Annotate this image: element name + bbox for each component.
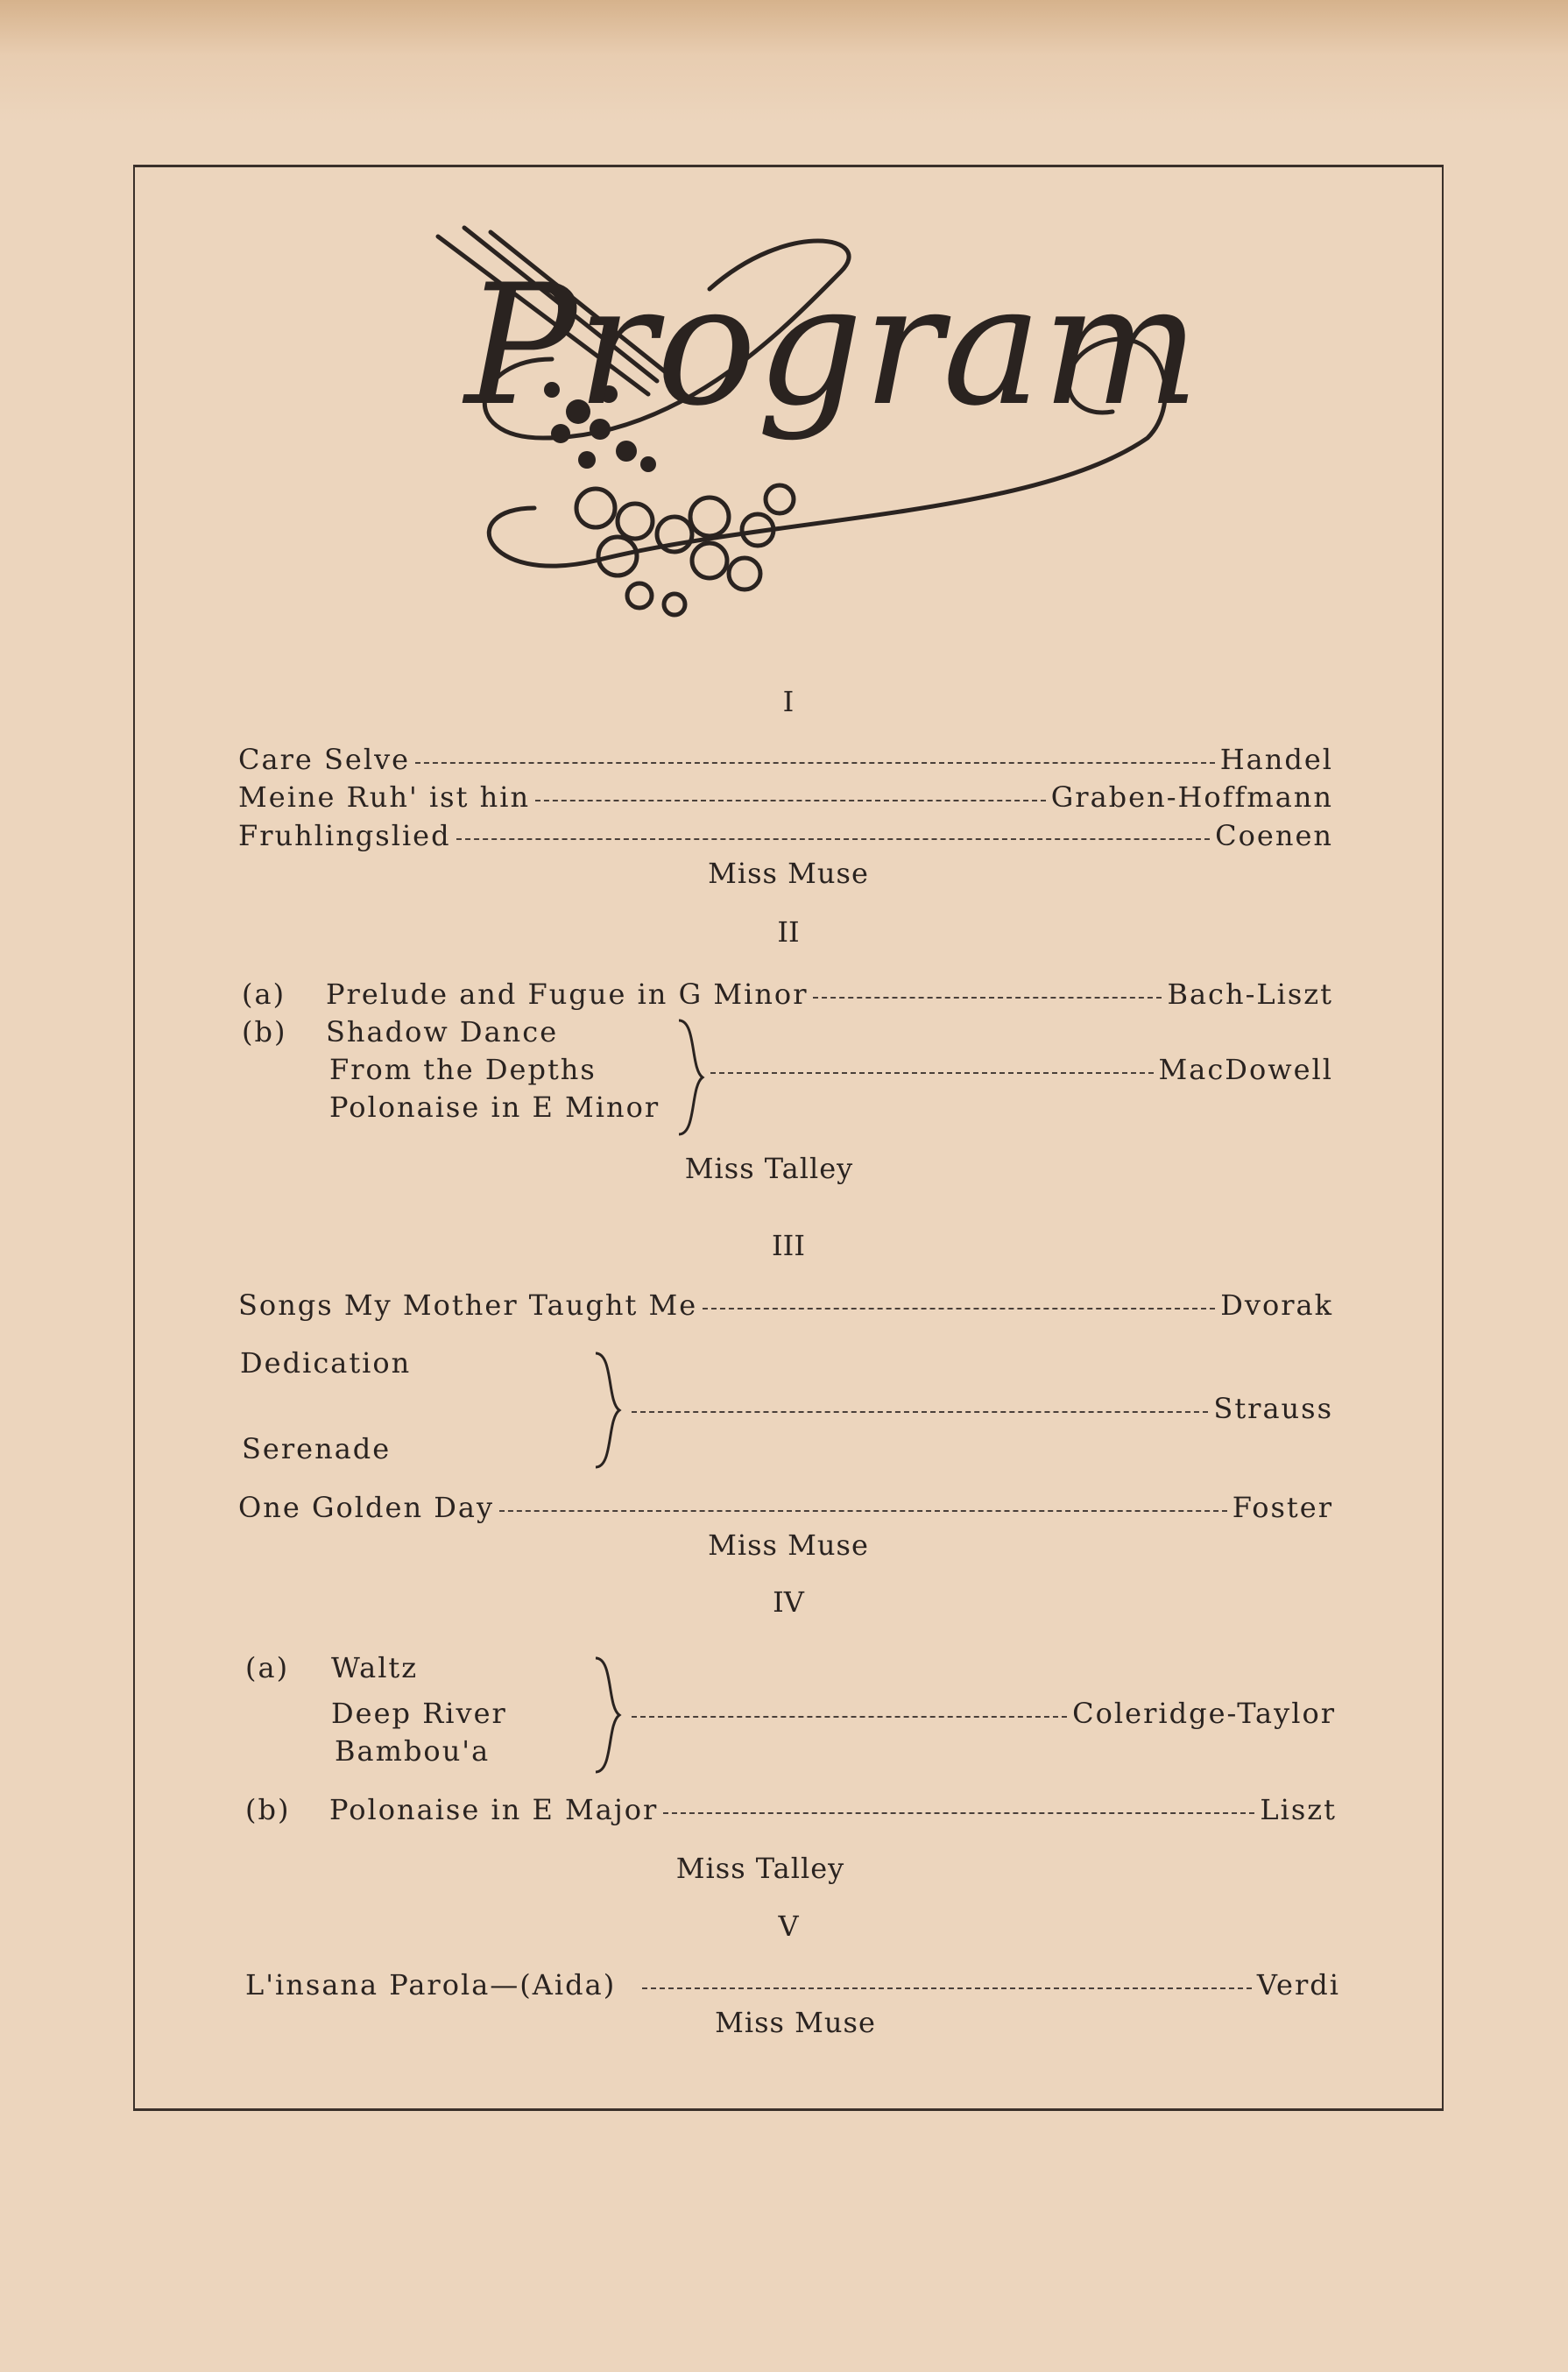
piece-title: L'insana Parola—(Aida) (245, 1968, 617, 2001)
composer-name: Strauss (1213, 1392, 1333, 1425)
item-marker: (a) (245, 1651, 290, 1684)
item-marker: (b) (245, 1793, 291, 1826)
program-title-ornament (420, 219, 1209, 631)
program-row (238, 1491, 1333, 1524)
piece-title: Songs My Mother Taught Me (238, 1288, 698, 1322)
right-brace-icon (591, 1654, 626, 1776)
performer-name: Miss Muse (708, 1528, 869, 1562)
dotted-leader (663, 1812, 1254, 1814)
section-numeral: V (778, 1910, 799, 1943)
composer-name: Liszt (1260, 1793, 1337, 1826)
dotted-leader (703, 1308, 1215, 1310)
dotted-leader (632, 1716, 1067, 1718)
program-row (245, 1968, 1340, 2001)
dotted-leader (710, 1072, 1154, 1074)
piece-title: Shadow Dance (326, 1015, 559, 1048)
piece-title: Polonaise in E Minor (329, 1091, 660, 1124)
composer-name: Handel (1219, 743, 1333, 776)
dotted-leader (456, 838, 1211, 840)
composer-name: Bach-Liszt (1167, 978, 1333, 1011)
program-row (238, 1288, 1333, 1322)
composer-name: Dvorak (1220, 1288, 1333, 1322)
section-numeral: II (777, 915, 800, 949)
performer-name: Miss Muse (708, 857, 869, 890)
program-row (238, 743, 1333, 776)
item-marker: (a) (242, 978, 286, 1011)
dotted-leader (813, 997, 1162, 999)
dotted-leader (642, 1987, 1252, 1989)
piece-title: Serenade (242, 1432, 392, 1465)
piece-title: Dedication (240, 1346, 412, 1380)
group-composer-row (626, 1697, 1336, 1730)
performer-name: Miss Muse (715, 2006, 876, 2039)
piece-title: Prelude and Fugue in G Minor (326, 978, 809, 1011)
dotted-leader (499, 1510, 1227, 1512)
program-row (326, 978, 1333, 1011)
performer-name: Miss Talley (684, 1152, 854, 1185)
composer-name: Foster (1232, 1491, 1333, 1524)
piece-title: Fruhlingslied (238, 819, 451, 852)
program-row (238, 819, 1333, 852)
dotted-leader (535, 800, 1046, 801)
section-numeral: III (772, 1229, 805, 1262)
piece-title: Care Selve (238, 743, 411, 776)
dotted-leader (415, 762, 1215, 764)
group-composer-row (705, 1053, 1333, 1086)
composer-name: Coleridge-Taylor (1072, 1697, 1336, 1730)
paper-stain (0, 0, 1568, 123)
section-numeral: IV (773, 1585, 804, 1619)
group-composer-row (626, 1392, 1333, 1425)
item-marker: (b) (242, 1015, 287, 1048)
piece-title: Bambou'a (335, 1734, 491, 1768)
composer-name: Coenen (1215, 819, 1333, 852)
dotted-leader (632, 1411, 1208, 1413)
program-row (329, 1793, 1337, 1826)
composer-name: Verdi (1256, 1968, 1340, 2001)
right-brace-icon (591, 1349, 626, 1472)
piece-title: Deep River (331, 1697, 507, 1730)
section-numeral: I (782, 685, 795, 718)
floral-ornament-icon (420, 219, 1209, 631)
piece-title: One Golden Day (238, 1491, 495, 1524)
piece-title: Polonaise in E Major (329, 1793, 659, 1826)
composer-name: MacDowell (1158, 1053, 1333, 1086)
piece-title: Meine Ruh' ist hin (238, 780, 531, 814)
piece-title: From the Depths (329, 1053, 597, 1086)
program-title: Program (464, 249, 1200, 442)
program-row (238, 780, 1333, 814)
composer-name: Graben-Hoffmann (1050, 780, 1333, 814)
performer-name: Miss Talley (675, 1852, 845, 1885)
right-brace-icon (675, 1016, 710, 1139)
piece-title: Waltz (331, 1651, 419, 1684)
